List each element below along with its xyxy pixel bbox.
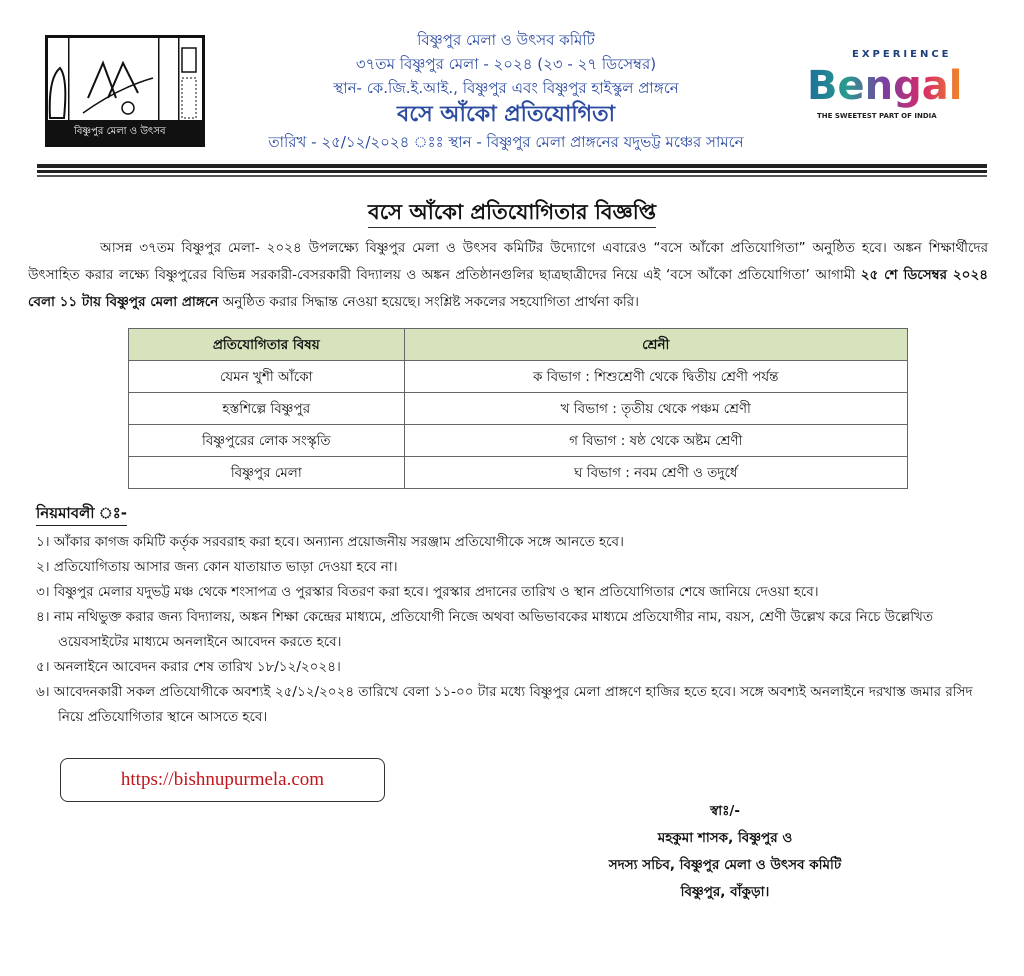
divider [37, 164, 987, 168]
cell-subject: বিষ্ণুপুরের লোক সংস্কৃতি [129, 425, 405, 457]
logo-tagline: THE SWEETEST PART OF INDIA [817, 112, 937, 120]
cell-class: গ বিভাগ : ষষ্ঠ থেকে অষ্টম শ্রেণী [404, 425, 907, 457]
rules-heading: নিয়মাবলী ঃ- [36, 501, 127, 526]
rule-item: ২। প্রতিযোগিতায় আসার জন্য কোন যাতায়াত ভাড়া দেওয়া হবে না। [36, 559, 398, 575]
notice-title-text: বসে আঁকো প্রতিযোগিতার বিজ্ঞপ্তি [368, 200, 656, 228]
table-row [129, 457, 908, 489]
table-row [129, 361, 908, 393]
notice-paragraph [28, 235, 988, 316]
logo-main-text: Bengal [807, 63, 963, 109]
cell-class: ক বিভাগ : শিশুশ্রেণী থেকে দ্বিতীয় শ্রেণী পর্যন্ত [404, 361, 907, 393]
cell-class: ঘ বিভাগ : নবম শ্রেণী ও তদুর্ধে [404, 457, 907, 489]
footer-row [0, 758, 1024, 906]
rule-item: ১। আঁকার কাগজ কমিটি কর্তৃক সরবরাহ করা হবে। অন্যান্য প্রয়োজনীয় সরঞ্জাম প্রতিযোগীকে সঙ্গে আনতে হবে। [36, 534, 624, 550]
cell-class: খ বিভাগ : তৃতীয় থেকে পঞ্চম শ্রেণী [404, 393, 907, 425]
signature-mark: স্বাঃ/- [710, 803, 740, 819]
table-header-row [129, 329, 908, 361]
signatory-title: মহকুমা শাসক, বিষ্ণুপুর ও [657, 830, 793, 846]
category-table [128, 328, 908, 489]
fair-name: ৩৭তম বিষ্ণুপুর মেলা - ২০২৪ (২৩ - ২৭ ডিসেম্বর) [355, 55, 657, 73]
header-divider [37, 164, 987, 177]
org-name: বিষ্ণুপুর মেলা ও উৎসব কমিটি [417, 31, 595, 49]
signatory-role: সদস্য সচিব, বিষ্ণুপুর মেলা ও উৎসব কমিটি [608, 857, 842, 873]
letterhead [215, 28, 797, 154]
rule-item: ৪। নাম নথিভুক্ত করার জন্য বিদ্যালয়, অঙ্কন শিক্ষা কেন্দ্রের মাধ্যমে, প্রতিযোগী নিজে অথবা অভিভাবকের মাধ্যমে প্রতিযোগীর নাম, বয়স, শ্রেণী উল্লেখ করে নিচে উল্লেখিত ওয়েবসাইটের মাধ্যমে অনলাইনে আবেদন করতে হবে। [36, 609, 934, 650]
table-row [129, 393, 908, 425]
rule-item: ৬। আবেদনকারী সকল প্রতিযোগীকে অবশ্যই ২৫/১২/২০২৪ তারিখে বেলা ১১-০০ টার মধ্যে বিষ্ণুপুর মেলা প্রাঙ্গণে হাজির হতে হবে। সঙ্গে অবশ্যই অনলাইনে দরখাস্ত জমার রসিদ নিয়ে প্রতিযোগিতার স্থানে আসতে হবে। [36, 684, 973, 725]
fair-committee-logo [45, 35, 205, 147]
header-subject: প্রতিযোগিতার বিষয় [129, 329, 405, 361]
table-row [129, 425, 908, 457]
rules-list [36, 530, 996, 730]
cell-subject: বিষ্ণুপুর মেলা [129, 457, 405, 489]
paragraph-text: আসন্ন ৩৭তম বিষ্ণুপুর মেলা- ২০২৪ উপলক্ষ্যে বিষ্ণুপুর মেলা ও উৎসব কমিটির উদ্যোগে এবারেও “বসে আঁকো প্রতিযোগিতা” অনুষ্ঠিত হবে। অঙ্কন শিক্ষার্থীদের উৎসাহিত করার লক্ষ্যে বিষ্ণুপুরের বিভিন্ন সরকারী-বেসরকারী বিদ্যালয় ও অঙ্কন প্রতিষ্ঠানগুলির ছাত্রছাত্রীদের নিয়ে এই ‘বসে আঁকো প্রতিযোগিতা’ আগামী [28, 240, 988, 283]
cell-subject: যেমন খুশী আঁকো [129, 361, 405, 393]
event-name: বসে আঁকো প্রতিযোগিতা [397, 102, 615, 127]
fair-venue: স্থান- কে.জি.ই.আই., বিষ্ণুপুর এবং বিষ্ণুপুর হাইস্কুল প্রাঙ্গনে [333, 79, 679, 97]
rule-item: ৩। বিষ্ণুপুর মেলার যদুভট্ট মঞ্চ থেকে শংসাপত্র ও পুরস্কার বিতরণ করা হবে। পুরস্কার প্রদানের তারিখ ও স্থান প্রতিযোগিতার শেষে জানিয়ে দেওয়া হবে। [36, 584, 819, 600]
rule-item: ৫। অনলাইনে আবেদন করার শেষ তারিখ ১৮/১২/২০২৪। [36, 659, 341, 675]
logo-caption: বিষ্ণুপুর মেলা ও উৎসব [48, 120, 202, 144]
header-class: শ্রেনী [404, 329, 907, 361]
logo-top-text: EXPERIENCE [852, 49, 952, 60]
paragraph-highlight: ২৫ শে ডিসেম্বর ২০২৪ বেলা ১১ টায় বিষ্ণুপুর মেলা প্রাঙ্গনে [28, 267, 988, 310]
fair-illustration-icon [48, 38, 202, 120]
divider [37, 175, 987, 177]
website-link[interactable]: https://bishnupurmela.com [60, 758, 385, 802]
paragraph-text: অনুষ্ঠিত করার সিদ্ধান্ত নেওয়া হয়েছে। সংশ্লিষ্ট সকলের সহযোগিতা প্রার্থনা করি। [218, 294, 640, 310]
divider [37, 170, 987, 173]
event-date-venue: তারিখ - ২৫/১২/২০২৪ ঃঃ স্থান - বিষ্ণুপুর মেলা প্রাঙ্গনের যদুভট্ট মঞ্চের সামনে [268, 133, 744, 151]
notice-title [0, 197, 1024, 227]
cell-subject: হস্তশিল্পে বিষ্ণুপুর [129, 393, 405, 425]
letterhead-row [0, 0, 1024, 154]
signatory-place: বিষ্ণুপুর, বাঁকুড়া। [680, 884, 770, 900]
signature-block [560, 798, 890, 906]
experience-bengal-logo [807, 49, 987, 133]
